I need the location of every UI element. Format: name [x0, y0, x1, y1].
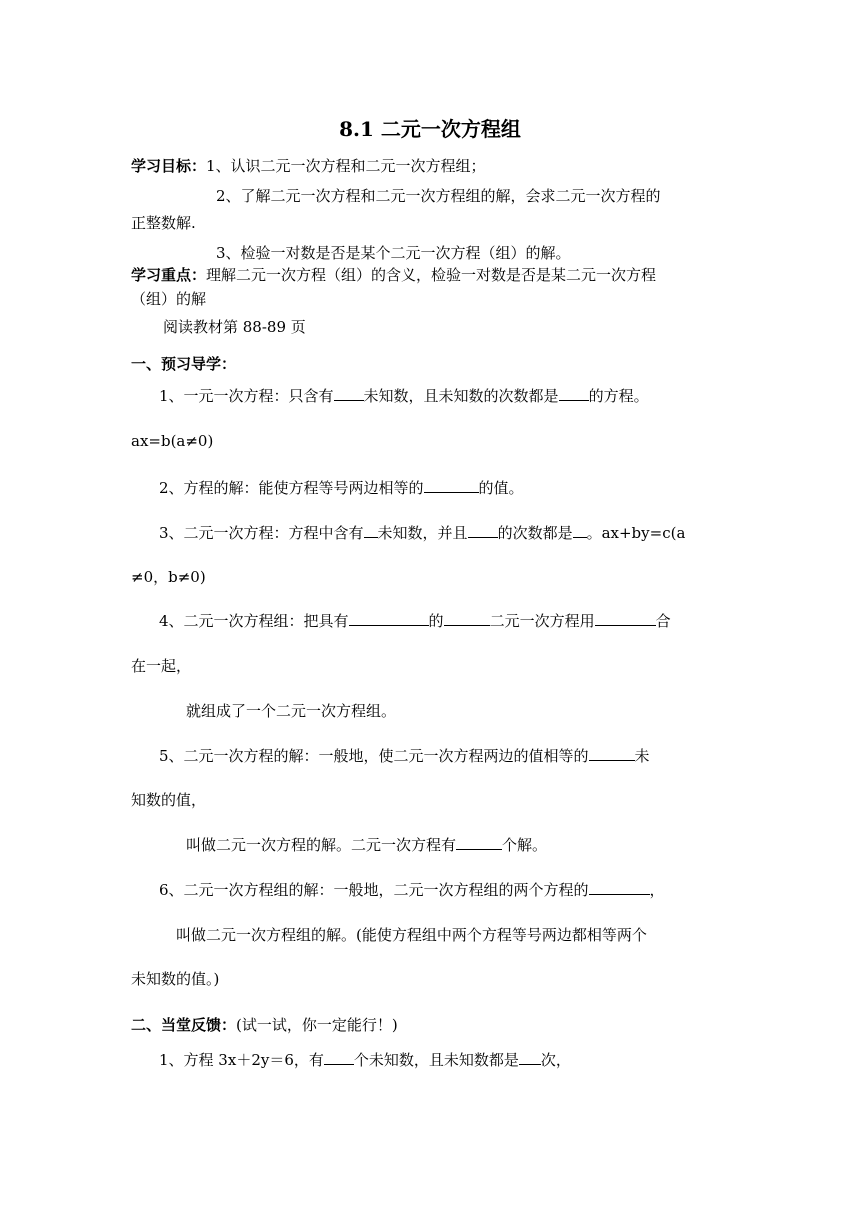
blank-field[interactable] — [456, 835, 502, 850]
blank-field[interactable] — [559, 386, 589, 401]
blank-field[interactable] — [364, 523, 378, 538]
s1-q4-line-c: 就组成了一个二元一次方程组。 — [186, 702, 397, 720]
section1-heading: 一、预习导学： — [131, 355, 237, 373]
blank-field[interactable] — [589, 880, 650, 895]
s1-q1-line-a: 1、一元一次方程：只含有 未知数，且未知数的次数都是 的方程。 — [159, 387, 649, 405]
blank-field[interactable] — [324, 1050, 354, 1065]
blank-field[interactable] — [519, 1050, 541, 1065]
s1-q5-line-b: 知数的值， — [131, 791, 207, 809]
s2-q1: 1、方程 3x＋2y＝6，有 个未知数，且未知数都是 次， — [159, 1051, 571, 1069]
goal-2-line-b: 正整数解. — [131, 214, 196, 232]
goal-1: 1、认识二元一次方程和二元一次方程组； — [206, 157, 486, 175]
reading-note: 阅读教材第 88-89 页 — [163, 318, 306, 336]
s1-q5-line-a: 5、二元一次方程的解：一般地，使二元一次方程两边的值相等的 未 — [159, 747, 650, 765]
blank-field[interactable] — [589, 746, 635, 761]
section2-note: (试一试，你一定能行！) — [236, 1016, 398, 1034]
blank-field[interactable] — [444, 611, 490, 626]
blank-field[interactable] — [349, 611, 429, 626]
goal-3: 3、检验一对数是否是某个二元一次方程（组）的解。 — [216, 244, 571, 262]
blank-field[interactable] — [468, 523, 498, 538]
blank-field[interactable] — [573, 523, 587, 538]
blank-field[interactable] — [334, 386, 364, 401]
s1-q6-line-c: 未知数的值。) — [131, 970, 220, 988]
goal-2-line-a: 2、了解二元一次方程和二元一次方程组的解，会求二元一次方程的 — [216, 187, 661, 205]
blank-field[interactable] — [424, 478, 479, 493]
s1-q6-line-a: 6、二元一次方程组的解：一般地，二元一次方程组的两个方程的 ， — [159, 881, 665, 899]
page-title: 8.1 二元一次方程组 — [339, 117, 521, 141]
goals-label: 学习目标： — [131, 157, 207, 175]
section2-heading: 二、当堂反馈：(试一试，你一定能行！) — [131, 1016, 398, 1034]
goals-line-1 — [131, 156, 731, 176]
s1-q4-line-b: 在一起， — [131, 657, 192, 675]
s1-q3-line-a: 3、二元一次方程：方程中含有 未知数，并且 的次数都是 。ax+by=c(a — [159, 524, 686, 542]
focus-line-a — [131, 265, 731, 285]
blank-field[interactable] — [595, 611, 656, 626]
focus-line-b: （组）的解 — [131, 290, 207, 308]
s1-q2: 2、方程的解：能使方程等号两边相等的 的值。 — [159, 479, 524, 497]
s1-q3-line-b: ≠0，b≠0) — [131, 568, 206, 586]
focus-label: 学习重点： — [131, 266, 207, 284]
s1-q6-line-b: 叫做二元一次方程组的解。(能使方程组中两个方程等号两边都相等两个 — [176, 926, 647, 944]
focus-text-a: 理解二元一次方程（组）的含义，检验一对数是否是某二元一次方程 — [206, 266, 657, 284]
s1-q5-line-c: 叫做二元一次方程的解。二元一次方程有 个解。 — [186, 836, 548, 854]
s1-q1-line-b: ax=b(a≠0) — [131, 432, 214, 450]
s1-q4-line-a: 4、二元一次方程组：把具有 的 二元一次方程用 合 — [159, 612, 671, 630]
